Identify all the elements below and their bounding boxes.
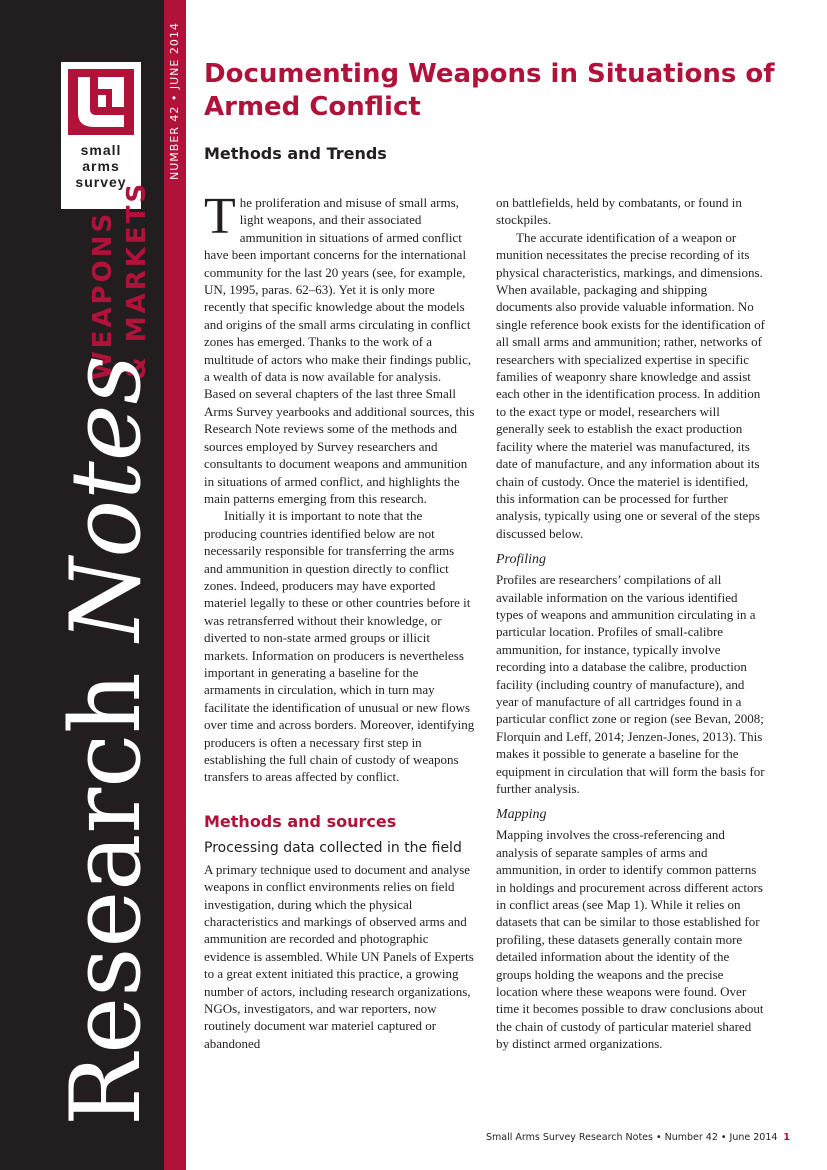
section-heading-methods: Methods and sources [204,811,397,831]
body-paragraph-profiling: Profiles are researchers’ compilations of all available information on the various identified types of weapons and ammunition circulating in a particular location. Profiles of small-calibre ammunition, for instance, typically involve recording into a database the calibre, production facility (including country of manufacture), and year of manufacture of all cartridges found in a particular conflict zone or region (see Bevan, 2008; Florquin and Leff, 2014; Jenzen-Jones, 2013). This makes it possible to generate a baseline for the equipment in circulation that will form the basis for further analysis. [496,572,765,796]
issue-number-date: NUMBER 42 • JUNE 2014 [168,22,181,180]
heading-profiling: Profiling [496,552,547,568]
right-column [496,194,766,1053]
body-paragraph-2: Initially it is important to note that the producing countries identified below are not necessarily responsible for transferring the arms and ammunition in question directly to conflict zones. Indeed, producers may have exported materiel legally to these or other countries before it was retransferred without their knowledge, or diverted to non-state armed groups or illicit markets. Information on producers is nevertheless important in generating a baseline for the armaments in circulation, which in turn may facilitate the identification of unusual or new flows over time and across borders. Moreover, identifying producers is often a necessary first step in establishing the full chain of custody of weapons transfers to areas affected by conflict. [204,508,475,785]
heading-mapping: Mapping [496,807,547,823]
footer-running-text: Small Arms Survey Research Notes • Number 42 • June 2014 [486,1132,778,1143]
page-title: Documenting Weapons in Situations of Armed Conflict [204,59,775,122]
drop-cap: T [204,188,236,245]
subsection-heading-field-data: Processing data collected in the field [204,839,462,856]
publication-word-research: Research [50,672,162,1126]
page-footer [486,1132,791,1144]
page-number: 1 [783,1132,791,1143]
intro-text: he proliferation and misuse of small arms, light weapons, and their associated ammunition in situations of armed conflict have been important concerns for the international community for the last 20 years (see, for example, UN, 1995, paras. 62–63). Yet it is only more recently that specific knowledge about the models and origins of the small arms circulating in conflict zones has emerged. Thanks to the work of a multitude of actors who make their findings public, a wealth of data is now available for analysis. Based on several chapters of the last three Small Arms Survey yearbooks and additional sources, this Research Note reviews some of the methods and sources employed by Survey researchers and consultants to document weapons and ammunition in situations of armed conflict, and highlights the main patterns emerging from this research. [204,195,475,506]
logo-mark-icon [68,69,134,135]
publication-word-notes: Notes [50,355,162,642]
body-paragraph-3: A primary technique used to document and analyse weapons in conflict environments relies on field investigation, during which the physical characteristics and markings of observed arms and ammunition are recorded and photographic evidence is assembled. While UN Panels of Experts to a great extent initiated this practice, a growing number of actors, including research organizations, NGOs, investigators, and war reporters, now routinely document war materiel captured or abandoned [204,861,474,1051]
series-name-line-1: WEAPONS [88,210,118,380]
logo-line-3: survey [75,174,127,190]
body-paragraph-continued: on battlefields, held by combatants, or found in stockpiles. [496,195,742,228]
page-subtitle: Methods and Trends [204,144,387,163]
publication-name [50,355,162,1126]
intro-paragraph [204,188,476,507]
body-paragraph-mapping: Mapping involves the cross-referencing and analysis of separate samples of arms and ammunition, in order to identify common patterns in holdings and procurement across different actors in conflict areas (see Map 1). While it relies on datasets that can be similar to those established for profiling, these datasets generally contain more detailed information about the identity of the groups holding the weapons and the precise location where these weapons were found. Over time it becomes possible to draw conclusions about the chain of custody of particular materiel shared by distinct armed organizations. [496,827,764,1052]
series-name-line-2: & MARKETS [122,180,152,380]
logo-line-1: small [80,142,122,158]
left-column [204,188,476,1052]
logo-line-2: arms [82,158,120,174]
body-paragraph-identification: The accurate identification of a weapon or munition necessitates the precise recording of its physical characteristics, markings, and dimensions. When available, packaging and shipping documents also provide valuable information. No single reference book exists for the identification of all small arms and ammunition; rather, networks of researchers with specialized expertise in specific families of weaponry share knowledge and assist each other in the identification process. In addition to the exact type or model, researchers will generally seek to establish the exact production facility where the materiel was manufactured, its date of manufacture, and any information about its chain of custody. Once the materiel is identified, this information can be processed for further analysis, typically using one or several of the steps discussed below. [496,229,765,541]
